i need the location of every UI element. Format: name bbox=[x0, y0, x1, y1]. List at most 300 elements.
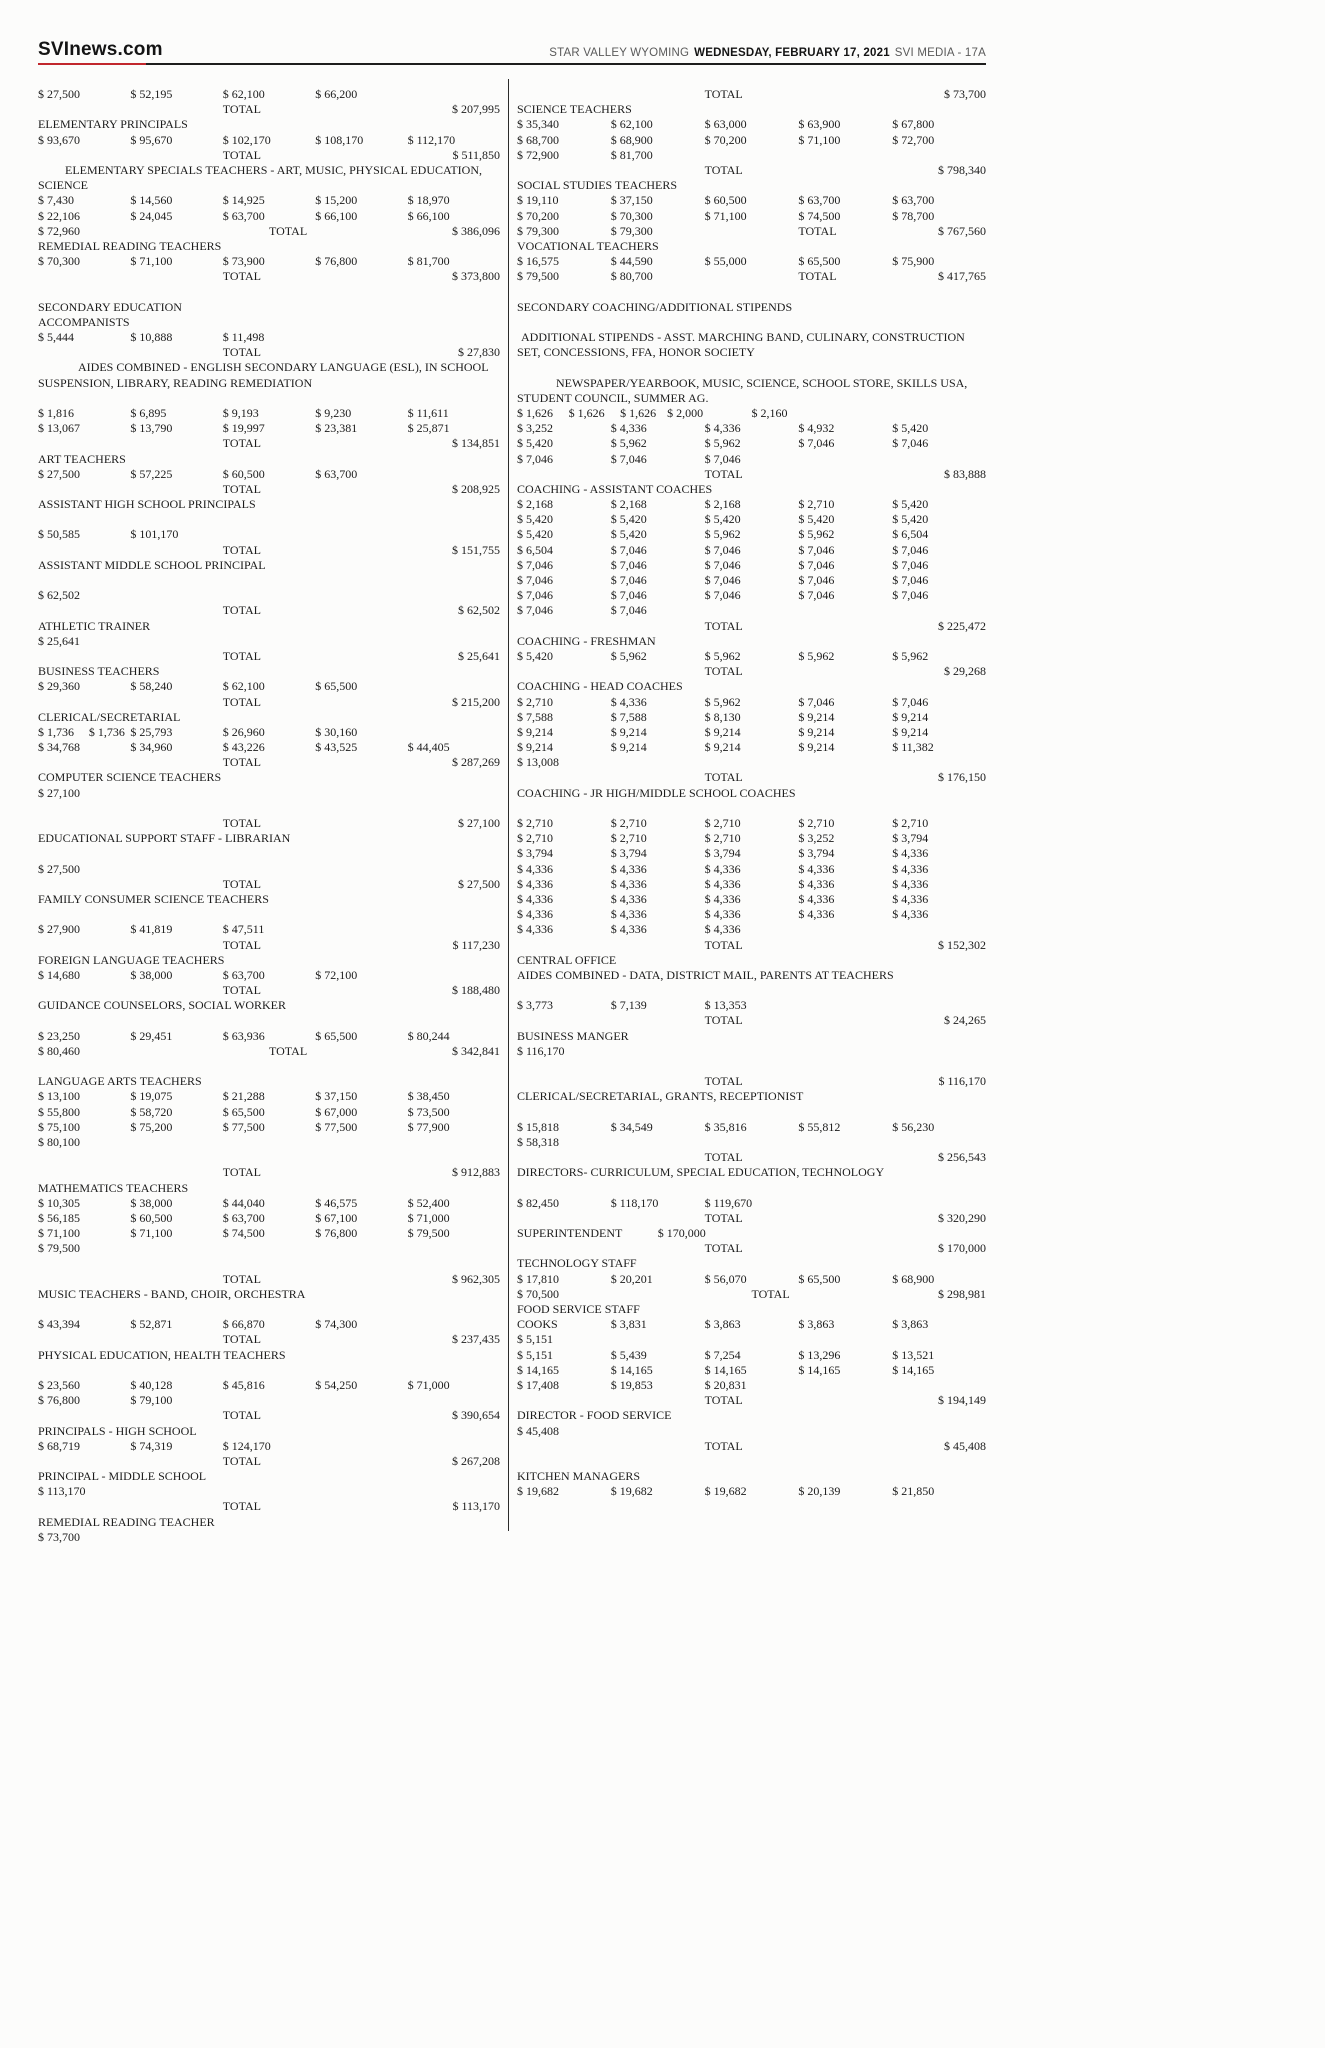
amount-row bbox=[38, 209, 500, 224]
total-amount: $ 215,200 bbox=[452, 694, 500, 709]
amount: $ 76,800 bbox=[315, 254, 358, 269]
amount: $ 5,962 bbox=[798, 527, 835, 542]
amount: $ 44,590 bbox=[610, 254, 653, 269]
amount: $ 4,336 bbox=[798, 876, 835, 891]
amount: $ 14,165 bbox=[610, 1362, 653, 1377]
amount: $ 65,500 bbox=[315, 679, 358, 694]
section-heading: KITCHEN MANAGERS bbox=[517, 1469, 640, 1484]
total-label: TOTAL bbox=[222, 269, 261, 284]
amount: $ 71,100 bbox=[130, 254, 173, 269]
section-heading: SUSPENSION, LIBRARY, READING REMEDIATION bbox=[38, 375, 313, 390]
amount: $ 81,700 bbox=[610, 147, 653, 162]
amount: $ 60,500 bbox=[222, 466, 265, 481]
amount: $ 2,160 bbox=[751, 405, 788, 420]
blank-line bbox=[38, 1013, 500, 1028]
amount: $ 63,700 bbox=[222, 1210, 265, 1225]
amount-row bbox=[517, 421, 986, 436]
amount-row bbox=[38, 1241, 500, 1256]
amount-row bbox=[517, 710, 986, 725]
total-row bbox=[517, 269, 986, 284]
amount: $ 65,500 bbox=[222, 1104, 265, 1119]
amount: $ 2,000 bbox=[667, 405, 704, 420]
amount: $ 5,151 bbox=[517, 1332, 553, 1347]
amount-row bbox=[517, 406, 986, 421]
amount: $ 72,960 bbox=[38, 223, 80, 238]
amount: $ 63,700 bbox=[798, 193, 841, 208]
amount: $ 7,588 bbox=[610, 709, 647, 724]
total-amount: $ 83,888 bbox=[944, 466, 986, 481]
amount: $ 82,450 bbox=[517, 1195, 559, 1210]
amount: $ 58,318 bbox=[517, 1134, 559, 1149]
amount: $ 7,046 bbox=[517, 588, 553, 603]
amount: $ 5,420 bbox=[517, 648, 553, 663]
total-label: TOTAL bbox=[222, 648, 261, 663]
amount: $ 63,700 bbox=[222, 967, 265, 982]
total-row bbox=[38, 482, 500, 497]
total-amount: $ 73,700 bbox=[944, 87, 986, 101]
total-label: TOTAL bbox=[222, 816, 261, 830]
amount: $ 7,046 bbox=[610, 557, 647, 572]
amount: $ 5,420 bbox=[517, 512, 553, 527]
amount: $ 4,336 bbox=[610, 861, 647, 876]
amount-row bbox=[38, 922, 500, 937]
amount: $ 30,160 bbox=[315, 724, 358, 739]
total-amount: $ 267,208 bbox=[452, 1453, 500, 1468]
section-heading: FOOD SERVICE STAFF bbox=[517, 1302, 640, 1316]
masthead-page-number: SVI MEDIA - 17A bbox=[894, 47, 986, 59]
total-label: TOTAL bbox=[222, 1499, 261, 1514]
amount-row bbox=[517, 1424, 986, 1439]
amount: $ 52,195 bbox=[130, 87, 173, 101]
amount: $ 67,800 bbox=[892, 117, 935, 132]
amount: $ 23,381 bbox=[315, 421, 358, 436]
section-heading: ACCOMPANISTS bbox=[38, 314, 130, 329]
total-amount: $ 117,230 bbox=[452, 937, 500, 952]
amount: $ 170,000 bbox=[657, 1226, 706, 1241]
amount: $ 3,794 bbox=[892, 831, 929, 846]
amount: $ 4,336 bbox=[517, 922, 553, 937]
row-label: COOKS bbox=[517, 1317, 558, 1332]
amount-row bbox=[517, 877, 986, 892]
amount: $ 19,682 bbox=[704, 1484, 747, 1499]
amount: $ 9,214 bbox=[892, 709, 929, 724]
amount: $ 63,936 bbox=[222, 1028, 265, 1043]
amount-row bbox=[517, 1363, 986, 1378]
amount: $ 75,200 bbox=[130, 1119, 173, 1134]
amount: $ 9,193 bbox=[222, 405, 259, 420]
section-heading: FAMILY CONSUMER SCIENCE TEACHERS bbox=[38, 891, 269, 906]
amount-row bbox=[38, 527, 500, 542]
amount: $ 50,585 bbox=[38, 527, 80, 542]
total-label: TOTAL bbox=[269, 1043, 308, 1058]
amount: $ 65,500 bbox=[315, 1028, 358, 1043]
amount: $ 72,100 bbox=[315, 967, 358, 982]
amount: $ 5,151 bbox=[517, 1347, 553, 1362]
total-row bbox=[38, 1165, 500, 1180]
amount: $ 9,230 bbox=[315, 405, 352, 420]
section-heading: ATHLETIC TRAINER bbox=[38, 618, 151, 633]
amount: $ 55,812 bbox=[798, 1119, 841, 1134]
amount: $ 17,810 bbox=[517, 1271, 559, 1286]
amount: $ 7,430 bbox=[38, 193, 74, 208]
blank-line bbox=[38, 846, 500, 861]
amount: $ 65,500 bbox=[798, 1271, 841, 1286]
amount-row bbox=[517, 133, 986, 148]
total-label: TOTAL bbox=[704, 618, 743, 633]
amount: $ 23,560 bbox=[38, 1377, 80, 1392]
total-amount: $ 912,883 bbox=[452, 1165, 500, 1180]
amount-row bbox=[38, 1135, 500, 1150]
amount: $ 1,626 bbox=[517, 405, 553, 420]
amount: $ 6,895 bbox=[130, 405, 167, 420]
amount-row bbox=[517, 907, 986, 922]
section-heading: PHYSICAL EDUCATION, HEALTH TEACHERS bbox=[38, 1347, 286, 1362]
amount: $ 62,100 bbox=[610, 117, 653, 132]
total-amount: $ 798,340 bbox=[938, 162, 986, 177]
amount: $ 4,336 bbox=[610, 891, 647, 906]
amount-row bbox=[517, 816, 986, 831]
blank-line bbox=[38, 391, 500, 406]
amount: $ 2,710 bbox=[517, 694, 553, 709]
total-row bbox=[38, 938, 500, 953]
amount: $ 112,170 bbox=[407, 132, 456, 147]
amount: $ 7,046 bbox=[798, 588, 835, 603]
amount: $ 4,336 bbox=[892, 861, 929, 876]
amount: $ 4,336 bbox=[892, 846, 929, 861]
total-label: TOTAL bbox=[704, 1150, 743, 1165]
section-heading: MUSIC TEACHERS - BAND, CHOIR, ORCHESTRA bbox=[38, 1286, 306, 1301]
amount: $ 7,046 bbox=[892, 694, 929, 709]
amount: $ 4,336 bbox=[704, 907, 741, 922]
amount: $ 38,450 bbox=[407, 1089, 450, 1104]
row-label: SUPERINTENDENT bbox=[517, 1226, 623, 1241]
total-amount: $ 27,100 bbox=[458, 816, 500, 830]
amount-row bbox=[517, 1272, 986, 1287]
amount-row bbox=[517, 922, 986, 937]
amount: $ 14,925 bbox=[222, 193, 265, 208]
amount-row bbox=[38, 87, 500, 102]
total-label: TOTAL bbox=[222, 603, 261, 618]
total-label: TOTAL bbox=[222, 1332, 261, 1347]
section-heading: SECONDARY COACHING/ADDITIONAL STIPENDS bbox=[517, 299, 793, 314]
amount-row bbox=[517, 588, 986, 603]
amount: $ 35,340 bbox=[517, 117, 559, 132]
amount: $ 3,863 bbox=[798, 1317, 835, 1332]
amount: $ 63,700 bbox=[315, 466, 358, 481]
total-row bbox=[517, 1150, 986, 1165]
amount: $ 19,853 bbox=[610, 1377, 653, 1392]
total-label: TOTAL bbox=[222, 755, 261, 770]
amount: $ 5,962 bbox=[610, 436, 647, 451]
total-row bbox=[517, 619, 986, 634]
total-label: TOTAL bbox=[704, 1210, 743, 1225]
amount: $ 26,960 bbox=[222, 724, 265, 739]
amount-row bbox=[38, 193, 500, 208]
section-heading: SCIENCE bbox=[38, 178, 89, 193]
amount: $ 43,525 bbox=[315, 740, 358, 755]
amount: $ 25,793 bbox=[130, 724, 173, 739]
amount: $ 65,500 bbox=[798, 254, 841, 269]
amount: $ 78,700 bbox=[892, 208, 935, 223]
amount: $ 9,214 bbox=[798, 724, 835, 739]
amount: $ 80,100 bbox=[38, 1134, 80, 1149]
amount: $ 52,400 bbox=[407, 1195, 450, 1210]
amount-row bbox=[38, 968, 500, 983]
column-divider bbox=[508, 79, 509, 1531]
section-heading: CLERICAL/SECRETARIAL bbox=[38, 709, 181, 724]
total-label: TOTAL bbox=[222, 542, 261, 557]
amount: $ 2,710 bbox=[704, 816, 741, 830]
blank-line bbox=[517, 315, 986, 330]
total-amount: $ 29,268 bbox=[944, 664, 986, 679]
amount: $ 113,170 bbox=[38, 1484, 86, 1499]
blank-line bbox=[517, 1181, 986, 1196]
section-heading: SCIENCE TEACHERS bbox=[517, 102, 632, 117]
amount-row bbox=[517, 209, 986, 224]
total-amount: $ 237,435 bbox=[452, 1332, 500, 1347]
section-heading: REMEDIAL READING TEACHER bbox=[38, 1514, 215, 1529]
total-row bbox=[38, 543, 500, 558]
total-row bbox=[38, 102, 500, 117]
amount: $ 79,500 bbox=[38, 1241, 80, 1256]
total-label: TOTAL bbox=[751, 1286, 790, 1301]
amount: $ 67,100 bbox=[315, 1210, 358, 1225]
section-heading: TECHNOLOGY STAFF bbox=[517, 1256, 637, 1271]
amount: $ 7,046 bbox=[610, 451, 647, 466]
total-label: TOTAL bbox=[222, 345, 261, 360]
total-amount: $ 511,850 bbox=[452, 147, 500, 162]
total-amount: $ 176,150 bbox=[938, 770, 986, 785]
amount: $ 4,336 bbox=[704, 891, 741, 906]
blank-line bbox=[38, 512, 500, 527]
amount: $ 77,500 bbox=[222, 1119, 265, 1134]
total-label: TOTAL bbox=[222, 436, 261, 451]
amount-row bbox=[517, 1120, 986, 1135]
amount: $ 21,850 bbox=[892, 1484, 935, 1499]
amount: $ 73,900 bbox=[222, 254, 265, 269]
total-amount: $ 116,170 bbox=[938, 1074, 986, 1089]
amount: $ 13,296 bbox=[798, 1347, 841, 1362]
amount: $ 56,230 bbox=[892, 1119, 935, 1134]
amount-row bbox=[38, 467, 500, 482]
amount: $ 44,405 bbox=[407, 740, 450, 755]
amount: $ 9,214 bbox=[798, 709, 835, 724]
amount-row bbox=[38, 786, 500, 801]
amount: $ 63,000 bbox=[704, 117, 747, 132]
amount: $ 2,710 bbox=[704, 831, 741, 846]
total-amount: $ 152,302 bbox=[938, 937, 986, 952]
total-label: TOTAL bbox=[222, 481, 261, 496]
total-row bbox=[517, 1393, 986, 1408]
blank-line bbox=[517, 284, 986, 299]
total-row bbox=[517, 770, 986, 785]
total-amount: $ 386,096 bbox=[452, 223, 500, 238]
amount: $ 41,819 bbox=[130, 922, 173, 937]
amount: $ 2,710 bbox=[610, 816, 647, 830]
amount: $ 19,682 bbox=[517, 1484, 559, 1499]
amount: $ 119,670 bbox=[704, 1195, 753, 1210]
amount: $ 5,420 bbox=[610, 512, 647, 527]
amount: $ 13,067 bbox=[38, 421, 80, 436]
amount-row bbox=[517, 649, 986, 664]
amount: $ 9,214 bbox=[610, 724, 647, 739]
amount: $ 7,046 bbox=[892, 542, 929, 557]
total-row bbox=[38, 695, 500, 710]
amount: $ 2,710 bbox=[798, 816, 835, 830]
amount-row bbox=[517, 1484, 986, 1499]
amount: $ 9,214 bbox=[798, 740, 835, 755]
amount: $ 60,500 bbox=[130, 1210, 173, 1225]
amount: $ 71,000 bbox=[407, 1377, 450, 1392]
section-heading: SOCIAL STUDIES TEACHERS bbox=[517, 178, 678, 193]
amount: $ 7,046 bbox=[517, 603, 553, 618]
total-label: TOTAL bbox=[704, 1013, 743, 1028]
amount: $ 37,150 bbox=[610, 193, 653, 208]
amount: $ 10,888 bbox=[130, 330, 173, 344]
amount-row bbox=[38, 1089, 500, 1104]
amount: $ 72,700 bbox=[892, 132, 935, 147]
amount: $ 27,500 bbox=[38, 861, 80, 876]
section-heading: AIDES COMBINED - DATA, DISTRICT MAIL, PARENTS AT TEACHERS bbox=[517, 967, 894, 982]
amount: $ 3,863 bbox=[892, 1317, 929, 1332]
amount: $ 3,863 bbox=[704, 1317, 741, 1332]
amount: $ 34,768 bbox=[38, 740, 80, 755]
amount: $ 62,100 bbox=[222, 679, 265, 694]
amount: $ 60,500 bbox=[704, 193, 747, 208]
amount: $ 7,046 bbox=[704, 557, 741, 572]
total-amount: $ 27,830 bbox=[458, 345, 500, 360]
amount-row bbox=[38, 1120, 500, 1135]
brand-logo: SVInews.com bbox=[38, 39, 163, 60]
amount: $ 38,000 bbox=[130, 967, 173, 982]
amount: $ 21,288 bbox=[222, 1089, 265, 1104]
amount: $ 75,100 bbox=[38, 1119, 80, 1134]
amount: $ 62,100 bbox=[222, 87, 265, 101]
amount: $ 63,700 bbox=[892, 193, 935, 208]
amount: $ 108,170 bbox=[315, 132, 364, 147]
amount: $ 4,336 bbox=[610, 421, 647, 436]
amount: $ 29,360 bbox=[38, 679, 80, 694]
amount: $ 77,900 bbox=[407, 1119, 450, 1134]
amount-row bbox=[517, 573, 986, 588]
amount: $ 79,500 bbox=[407, 1226, 450, 1241]
section-heading: ELEMENTARY SPECIALS TEACHERS - ART, MUSIC, PHYSICAL EDUCATION, bbox=[65, 162, 483, 177]
amount: $ 15,200 bbox=[315, 193, 358, 208]
amount: $ 13,790 bbox=[130, 421, 173, 436]
amount-row bbox=[517, 497, 986, 512]
total-label: TOTAL bbox=[704, 1241, 743, 1256]
amount: $ 70,300 bbox=[610, 208, 653, 223]
section-heading: COACHING - HEAD COACHES bbox=[517, 679, 683, 694]
amount: $ 25,641 bbox=[38, 633, 80, 648]
amount-row bbox=[38, 1439, 500, 1454]
amount: $ 71,100 bbox=[38, 1226, 80, 1241]
amount: $ 67,000 bbox=[315, 1104, 358, 1119]
total-amount: $ 390,654 bbox=[452, 1408, 500, 1423]
amount: $ 34,549 bbox=[610, 1119, 653, 1134]
blank-line bbox=[38, 1363, 500, 1378]
amount: $ 4,336 bbox=[517, 891, 553, 906]
amount: $ 7,046 bbox=[798, 573, 835, 587]
section-heading: PRINCIPAL - MIDDLE SCHOOL bbox=[38, 1469, 207, 1484]
amount: $ 7,046 bbox=[704, 451, 741, 466]
amount: $ 7,046 bbox=[798, 436, 835, 451]
total-row bbox=[517, 1211, 986, 1226]
section-heading: VOCATIONAL TEACHERS bbox=[517, 238, 659, 253]
amount-row bbox=[517, 543, 986, 558]
amount: $ 9,214 bbox=[517, 740, 553, 755]
total-label: TOTAL bbox=[222, 147, 261, 162]
amount: $ 9,214 bbox=[517, 724, 553, 739]
amount: $ 2,710 bbox=[517, 816, 553, 830]
amount: $ 5,420 bbox=[517, 436, 553, 451]
amount-row bbox=[38, 725, 500, 740]
amount: $ 68,719 bbox=[38, 1438, 80, 1453]
amount: $ 57,225 bbox=[130, 466, 173, 481]
amount: $ 77,500 bbox=[315, 1119, 358, 1134]
section-heading: DIRECTOR - FOOD SERVICE bbox=[517, 1408, 672, 1423]
total-label: TOTAL bbox=[222, 694, 261, 709]
blank-line bbox=[517, 1105, 986, 1120]
amount: $ 73,700 bbox=[38, 1529, 80, 1544]
amount: $ 7,046 bbox=[610, 588, 647, 603]
brand-accent-underline bbox=[38, 63, 146, 65]
amount: $ 56,185 bbox=[38, 1210, 80, 1225]
section-heading: AIDES COMBINED - ENGLISH SECONDARY LANGUAGE (ESL), IN SCHOOL bbox=[78, 360, 489, 375]
amount: $ 20,201 bbox=[610, 1271, 653, 1286]
amount: $ 62,502 bbox=[38, 588, 80, 603]
section-heading: PRINCIPALS - HIGH SCHOOL bbox=[38, 1423, 197, 1438]
amount: $ 4,336 bbox=[610, 876, 647, 891]
amount: $ 27,900 bbox=[38, 922, 80, 937]
amount: $ 5,444 bbox=[38, 330, 74, 344]
total-label: TOTAL bbox=[704, 466, 743, 481]
amount: $ 13,521 bbox=[892, 1347, 935, 1362]
amount: $ 101,170 bbox=[130, 527, 179, 542]
amount-row bbox=[517, 436, 986, 451]
masthead-date: WEDNESDAY, FEBRUARY 17, 2021 bbox=[694, 47, 890, 59]
amount: $ 19,682 bbox=[610, 1484, 653, 1499]
amount: $ 76,800 bbox=[38, 1393, 80, 1408]
amount: $ 4,336 bbox=[892, 876, 929, 891]
blank-line bbox=[517, 1454, 986, 1469]
total-amount: $ 188,480 bbox=[452, 983, 500, 998]
amount: $ 66,870 bbox=[222, 1317, 265, 1332]
amount: $ 8,130 bbox=[704, 709, 741, 724]
section-heading: ASSISTANT HIGH SCHOOL PRINCIPALS bbox=[38, 497, 256, 512]
amount: $ 75,900 bbox=[892, 254, 935, 269]
amount: $ 4,336 bbox=[892, 907, 929, 922]
section-heading: REMEDIAL READING TEACHERS bbox=[38, 238, 222, 253]
total-label: TOTAL bbox=[798, 223, 837, 238]
amount: $ 79,500 bbox=[517, 269, 559, 284]
section-heading: COACHING - ASSISTANT COACHES bbox=[517, 481, 713, 496]
amount: $ 7,046 bbox=[704, 542, 741, 557]
amount: $ 7,046 bbox=[704, 588, 741, 603]
amount: $ 9,214 bbox=[704, 740, 741, 755]
amount: $ 43,226 bbox=[222, 740, 265, 755]
amount: $ 56,070 bbox=[704, 1271, 747, 1286]
amount-row bbox=[38, 1211, 500, 1226]
blank-line bbox=[38, 284, 500, 299]
amount: $ 18,970 bbox=[407, 193, 450, 208]
amount: $ 54,250 bbox=[315, 1377, 358, 1392]
amount: $ 19,110 bbox=[517, 193, 559, 208]
amount: $ 29,451 bbox=[130, 1028, 173, 1043]
total-row bbox=[38, 983, 500, 998]
amount: $ 5,420 bbox=[892, 512, 929, 527]
amount: $ 58,240 bbox=[130, 679, 173, 694]
